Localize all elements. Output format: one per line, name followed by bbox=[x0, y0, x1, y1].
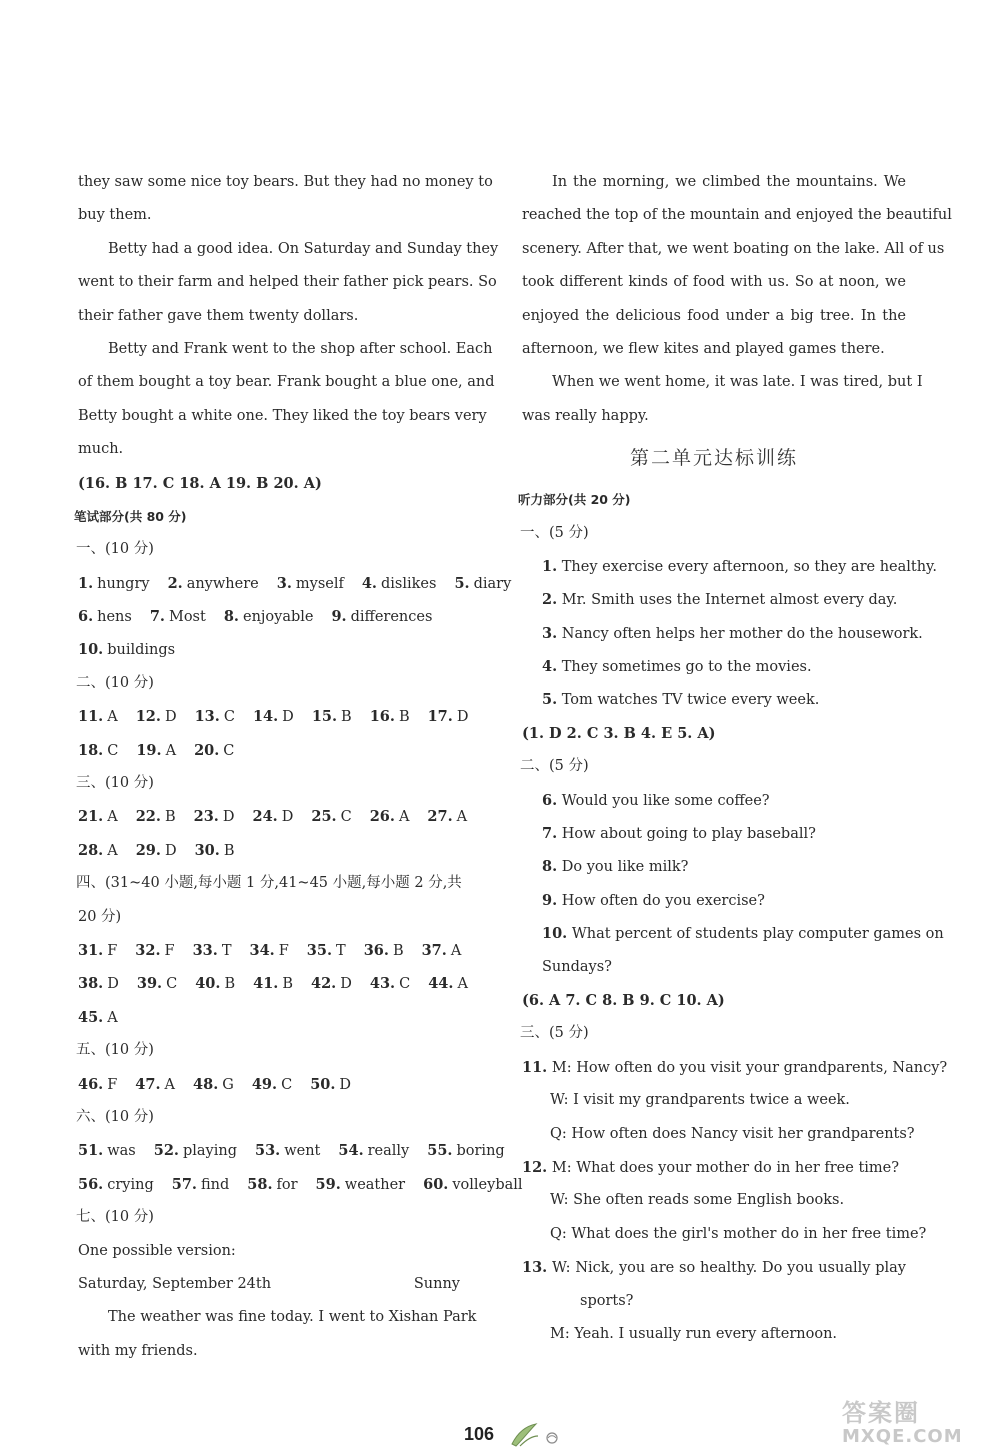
answer-item bbox=[362, 567, 437, 601]
answer-value: F bbox=[164, 942, 175, 959]
section-answers: (6. A 7. C 8. B 9. C 10. A) bbox=[522, 991, 725, 1009]
question-number: 9. bbox=[331, 608, 347, 626]
answer-item bbox=[78, 633, 175, 667]
essay-line: In the morning, we climbed the mountains. We bbox=[552, 174, 906, 190]
question-number: 49. bbox=[251, 1075, 278, 1093]
listening-item bbox=[522, 583, 906, 616]
answer-item bbox=[307, 934, 346, 968]
question-number: 55. bbox=[427, 1142, 453, 1160]
listening-answers: (16. B 17. C 18. A 19. B 20. A) bbox=[78, 474, 322, 492]
right-column bbox=[518, 166, 952, 1351]
answer-value: was bbox=[107, 1143, 136, 1160]
answer-item bbox=[250, 934, 289, 968]
answer-value: D bbox=[107, 976, 119, 993]
question-number: 44. bbox=[428, 975, 454, 993]
dialogue-line bbox=[522, 1118, 915, 1151]
question-number: 12. bbox=[522, 1158, 548, 1176]
question-number: 7. bbox=[149, 608, 165, 626]
answer-item bbox=[316, 1168, 406, 1202]
question-text: How about going to play baseball? bbox=[561, 826, 816, 843]
answer-value: A bbox=[456, 809, 468, 826]
answer-value: diary bbox=[473, 575, 512, 592]
answer-value: F bbox=[278, 942, 289, 959]
answer-value: B bbox=[341, 709, 352, 726]
question-text: Do you like milk? bbox=[561, 859, 689, 876]
answer-item bbox=[427, 1134, 504, 1168]
essay-line: took different kinds of food with us. So at noon, we bbox=[522, 274, 906, 291]
answer-value: C bbox=[281, 1076, 293, 1093]
page-number: 106 bbox=[464, 1424, 495, 1444]
answer-item bbox=[78, 734, 118, 768]
question-number: 29. bbox=[135, 841, 161, 859]
question-text: Would you like some coffee? bbox=[561, 792, 770, 809]
question-number: 17. bbox=[427, 708, 453, 726]
answer-value: B bbox=[392, 942, 404, 959]
question-number: 13. bbox=[194, 708, 220, 726]
question-number: 50. bbox=[310, 1075, 336, 1093]
section-label: 三、(10 分) bbox=[76, 775, 154, 792]
listening-section-header: 听力部分(共 20 分) bbox=[518, 492, 631, 508]
answer-value: myself bbox=[295, 575, 344, 592]
question-number: 52. bbox=[153, 1142, 179, 1160]
answer-item bbox=[78, 567, 150, 601]
answer-row bbox=[78, 1001, 460, 1034]
question-number: 39. bbox=[136, 975, 163, 993]
answer-item bbox=[370, 967, 410, 1001]
answer-value: C bbox=[223, 742, 235, 759]
speaker: W: bbox=[552, 1260, 571, 1277]
question-number: 42. bbox=[311, 975, 337, 993]
utterance: What does your mother do in her free time? bbox=[576, 1159, 900, 1176]
story-line: went to their farm and helped their father pick pears. So bbox=[78, 274, 497, 291]
story-line: Betty and Frank went to the shop after school. Each bbox=[108, 340, 493, 357]
question-number: 33. bbox=[192, 941, 218, 959]
story-line: Betty bought a white one. They liked the toy bears very bbox=[78, 407, 487, 424]
version-label: One possible version: bbox=[78, 1242, 236, 1259]
question-number: 1. bbox=[78, 574, 94, 592]
question-text: Mr. Smith uses the Internet almost every day. bbox=[561, 592, 898, 609]
answer-value: buildings bbox=[107, 642, 176, 659]
question-number: 21. bbox=[78, 808, 104, 826]
utterance: I visit my grandparents twice a week. bbox=[573, 1092, 850, 1109]
question-number: 31. bbox=[78, 941, 104, 959]
answer-value: Most bbox=[168, 609, 206, 626]
question-number: 36. bbox=[363, 941, 389, 959]
answer-row bbox=[78, 834, 460, 867]
question-number: 22. bbox=[135, 808, 161, 826]
question-text: They exercise every afternoon, so they are healthy. bbox=[561, 558, 937, 575]
answer-value: A bbox=[107, 842, 118, 859]
answer-value: boring bbox=[456, 1143, 505, 1160]
speaker: M: bbox=[551, 1159, 572, 1176]
answer-value: B bbox=[282, 976, 293, 993]
answer-value: F bbox=[107, 942, 118, 959]
section-label: 三、(5 分) bbox=[520, 1025, 589, 1042]
answer-item bbox=[78, 834, 118, 868]
question-number: 60. bbox=[423, 1175, 449, 1193]
question-number: 6. bbox=[542, 791, 558, 809]
speaker: M: bbox=[550, 1325, 570, 1342]
question-number: 23. bbox=[193, 808, 219, 826]
answer-item bbox=[136, 700, 177, 734]
answer-item bbox=[135, 934, 174, 968]
answer-value: D bbox=[281, 809, 294, 826]
speaker: W: bbox=[550, 1192, 569, 1209]
listening-item bbox=[522, 884, 906, 917]
question-number: 4. bbox=[542, 658, 558, 676]
answer-item bbox=[255, 1134, 320, 1168]
essay-weather: Sunny bbox=[413, 1275, 460, 1292]
utterance: How often does Nancy visit her grandparents? bbox=[571, 1125, 915, 1142]
story-line: their father gave them twenty dollars. bbox=[78, 307, 359, 324]
answer-value: F bbox=[107, 1076, 118, 1093]
story-line: buy them. bbox=[78, 207, 152, 224]
answer-item bbox=[193, 934, 232, 968]
answer-value: A bbox=[107, 1009, 118, 1026]
answer-value: weather bbox=[344, 1176, 406, 1193]
question-number: 32. bbox=[135, 941, 161, 959]
answer-item bbox=[195, 700, 235, 734]
listening-item bbox=[522, 850, 906, 883]
question-text: They sometimes go to the movies. bbox=[561, 659, 812, 676]
story-line: much. bbox=[78, 441, 124, 458]
utterance: How often do you visit your grandparents, Nancy? bbox=[576, 1059, 948, 1076]
answer-row bbox=[78, 1134, 505, 1167]
dialogue-line bbox=[522, 1051, 948, 1084]
answer-item bbox=[427, 800, 467, 834]
answer-value: A bbox=[398, 809, 410, 826]
answer-value: D bbox=[164, 709, 177, 726]
speaker: W: bbox=[550, 1092, 569, 1109]
question-number: 18. bbox=[78, 741, 104, 759]
question-number: 46. bbox=[78, 1075, 104, 1093]
dialogue-line bbox=[522, 1084, 906, 1117]
answer-item bbox=[78, 1001, 118, 1035]
section-label: 五、(10 分) bbox=[76, 1042, 154, 1059]
section-label: 一、(5 分) bbox=[520, 524, 589, 541]
essay-line: The weather was fine today. I went to Xishan Park bbox=[108, 1309, 477, 1326]
question-text: Tom watches TV twice every week. bbox=[561, 692, 820, 709]
question-number: 5. bbox=[454, 574, 470, 592]
answer-value: C bbox=[340, 809, 352, 826]
answer-item bbox=[194, 734, 234, 768]
answer-value: B bbox=[224, 976, 236, 993]
answer-value: hens bbox=[97, 609, 132, 626]
answer-row bbox=[78, 1168, 523, 1201]
dialogue-line bbox=[522, 1184, 906, 1217]
answer-item bbox=[252, 800, 293, 834]
answer-item bbox=[311, 967, 352, 1001]
question-number: 58. bbox=[247, 1175, 273, 1193]
question-number: 15. bbox=[311, 708, 338, 726]
written-section-header: 笔试部分(共 80 分) bbox=[74, 508, 187, 524]
answer-item bbox=[311, 800, 351, 834]
question-number: 41. bbox=[253, 975, 279, 993]
question-number: 25. bbox=[311, 808, 337, 826]
section-label-cont: 20 分) bbox=[78, 908, 122, 925]
answer-value: D bbox=[164, 842, 177, 859]
listening-item-cont: Sundays? bbox=[542, 958, 612, 975]
answer-item bbox=[136, 834, 177, 868]
section-label: 六、(10 分) bbox=[76, 1108, 154, 1125]
answer-value: G bbox=[222, 1076, 234, 1093]
answer-value: T bbox=[336, 942, 346, 959]
watermark-top: 答案圈 bbox=[842, 1399, 920, 1427]
answer-item bbox=[168, 567, 259, 601]
question-number: 1. bbox=[542, 557, 558, 575]
answer-item bbox=[78, 934, 117, 968]
question-number: 3. bbox=[542, 624, 558, 642]
utterance: What does the girl's mother do in her free time? bbox=[571, 1225, 927, 1242]
listening-item bbox=[522, 617, 923, 650]
answer-item bbox=[135, 1068, 175, 1102]
answer-item bbox=[331, 600, 432, 634]
essay-line: reached the top of the mountain and enjoyed the beautiful bbox=[522, 207, 952, 224]
speaker: Q: bbox=[550, 1225, 567, 1242]
answer-value: C bbox=[107, 742, 119, 759]
answer-value: D bbox=[456, 709, 469, 726]
answer-item bbox=[78, 967, 119, 1001]
answer-value: A bbox=[450, 942, 462, 959]
answer-item bbox=[136, 734, 176, 768]
answer-value: A bbox=[457, 976, 468, 993]
essay-line: was really happy. bbox=[522, 407, 649, 424]
answer-item bbox=[137, 967, 177, 1001]
question-number: 35. bbox=[306, 941, 333, 959]
answer-item bbox=[154, 1134, 237, 1168]
question-number: 24. bbox=[252, 808, 278, 826]
listening-item bbox=[522, 550, 937, 583]
section-label: 四、(31~40 小题,每小题 1 分,41~45 小题,每小题 2 分,共 bbox=[76, 875, 462, 892]
answer-value: went bbox=[284, 1143, 321, 1160]
answer-item bbox=[423, 1168, 522, 1202]
answer-item bbox=[428, 700, 469, 734]
answer-item bbox=[253, 967, 293, 1001]
answer-row bbox=[78, 800, 468, 833]
listening-item bbox=[522, 817, 906, 850]
question-number: 48. bbox=[193, 1075, 219, 1093]
question-number: 47. bbox=[135, 1075, 161, 1093]
question-number: 12. bbox=[135, 708, 161, 726]
answer-value: D bbox=[340, 976, 352, 993]
answer-item bbox=[338, 1134, 409, 1168]
answer-value: volleyball bbox=[452, 1176, 523, 1193]
listening-item bbox=[522, 683, 906, 716]
answer-item bbox=[194, 800, 235, 834]
answer-value: A bbox=[165, 742, 177, 759]
question-number: 2. bbox=[167, 574, 183, 592]
answer-item bbox=[224, 600, 314, 634]
question-number: 56. bbox=[78, 1175, 104, 1193]
question-number: 54. bbox=[338, 1142, 364, 1160]
answer-row bbox=[78, 700, 469, 733]
answer-item bbox=[78, 600, 132, 634]
question-number: 4. bbox=[361, 574, 377, 592]
section-label: 七、(10 分) bbox=[76, 1209, 154, 1226]
question-number: 37. bbox=[421, 941, 447, 959]
dialogue-line-cont: sports? bbox=[580, 1292, 634, 1309]
story-line: they saw some nice toy bears. But they had no money to bbox=[78, 174, 493, 190]
question-number: 10. bbox=[78, 641, 104, 659]
answer-row bbox=[78, 600, 460, 633]
answer-value: enjoyable bbox=[242, 609, 314, 626]
question-number: 10. bbox=[542, 925, 568, 943]
question-number: 57. bbox=[171, 1175, 197, 1193]
answer-value: dislikes bbox=[380, 575, 437, 592]
answer-item bbox=[428, 967, 468, 1001]
answer-value: C bbox=[399, 976, 411, 993]
question-number: 27. bbox=[427, 808, 453, 826]
question-number: 7. bbox=[542, 825, 558, 843]
watermark-bottom: MXQE.COM bbox=[842, 1426, 963, 1447]
answer-item bbox=[252, 1068, 292, 1102]
listening-item bbox=[522, 650, 906, 683]
question-number: 8. bbox=[542, 858, 558, 876]
dialogue-line bbox=[522, 1151, 906, 1184]
question-number: 51. bbox=[78, 1142, 104, 1160]
question-number: 19. bbox=[136, 741, 162, 759]
answer-row bbox=[78, 633, 460, 666]
question-number: 5. bbox=[542, 691, 558, 709]
answer-item bbox=[136, 800, 176, 834]
answer-item bbox=[454, 567, 511, 601]
listening-item bbox=[522, 784, 906, 817]
essay-date: Saturday, September 24th bbox=[78, 1275, 272, 1292]
utterance: Yeah. I usually run every afternoon. bbox=[574, 1325, 838, 1342]
listening-item bbox=[522, 917, 944, 950]
unit-title: 第二单元达标训练 bbox=[629, 447, 798, 470]
answer-value: differences bbox=[350, 609, 433, 626]
story-line: of them bought a toy bear. Frank bought a blue one, and bbox=[78, 374, 495, 391]
question-number: 53. bbox=[254, 1142, 281, 1160]
answer-value: D bbox=[339, 1076, 352, 1093]
left-column bbox=[74, 166, 523, 1368]
answer-value: hungry bbox=[97, 575, 150, 592]
utterance: Nick, you are so healthy. Do you usually play bbox=[575, 1260, 906, 1277]
answer-item bbox=[195, 834, 235, 868]
answer-value: anywhere bbox=[186, 575, 259, 592]
answer-value: A bbox=[107, 809, 118, 826]
answer-item bbox=[364, 934, 404, 968]
essay-line: scenery. After that, we went boating on the lake. All of us bbox=[522, 240, 945, 257]
section-label: 二、(10 分) bbox=[76, 674, 154, 691]
watermark bbox=[842, 1400, 994, 1450]
question-number: 6. bbox=[78, 608, 94, 626]
speaker: M: bbox=[551, 1059, 572, 1076]
answer-item bbox=[78, 1068, 117, 1102]
question-text: What percent of students play computer games on bbox=[571, 926, 944, 943]
essay-line: When we went home, it was late. I was tired, but I bbox=[552, 374, 923, 391]
question-number: 26. bbox=[369, 808, 395, 826]
essay-line: afternoon, we flew kites and played games there. bbox=[522, 340, 885, 357]
speaker: Q: bbox=[550, 1125, 567, 1142]
section-label: 一、(10 分) bbox=[76, 541, 154, 558]
question-number: 9. bbox=[542, 891, 558, 909]
answer-item bbox=[253, 700, 294, 734]
answer-row bbox=[78, 734, 460, 767]
answer-value: D bbox=[222, 809, 235, 826]
answer-value: A bbox=[107, 709, 118, 726]
question-number: 3. bbox=[276, 574, 292, 592]
answer-item bbox=[193, 1068, 234, 1102]
answer-row bbox=[78, 967, 468, 1000]
answer-row bbox=[78, 567, 512, 600]
dialogue-line bbox=[522, 1218, 927, 1251]
question-number: 34. bbox=[249, 941, 275, 959]
section-label: 二、(5 分) bbox=[520, 758, 589, 775]
essay-line: with my friends. bbox=[78, 1342, 198, 1359]
answer-value: B bbox=[164, 809, 176, 826]
answer-item bbox=[310, 1068, 351, 1102]
leaf-ornament-icon bbox=[508, 1418, 564, 1448]
answer-value: playing bbox=[182, 1143, 237, 1160]
answer-value: A bbox=[164, 1076, 176, 1093]
answer-item bbox=[78, 700, 118, 734]
question-number: 28. bbox=[78, 841, 104, 859]
answer-value: C bbox=[223, 709, 235, 726]
answer-item bbox=[78, 1134, 136, 1168]
question-number: 11. bbox=[78, 708, 104, 726]
answer-item bbox=[370, 700, 410, 734]
answer-item bbox=[195, 967, 235, 1001]
question-number: 2. bbox=[542, 591, 558, 609]
answer-value: crying bbox=[107, 1176, 154, 1193]
answer-item bbox=[150, 600, 206, 634]
answer-value: B bbox=[223, 842, 235, 859]
question-number: 16. bbox=[369, 708, 395, 726]
answer-value: D bbox=[282, 709, 294, 726]
question-number: 20. bbox=[194, 741, 220, 759]
answer-value: B bbox=[398, 709, 410, 726]
answer-value: T bbox=[221, 942, 232, 959]
question-number: 40. bbox=[195, 975, 221, 993]
question-number: 11. bbox=[522, 1058, 548, 1076]
answer-value: find bbox=[200, 1176, 230, 1193]
section-answers: (1. D 2. C 3. B 4. E 5. A) bbox=[522, 724, 716, 742]
answer-item bbox=[247, 1168, 297, 1202]
answer-item bbox=[172, 1168, 230, 1202]
answer-value: for bbox=[276, 1176, 298, 1193]
question-number: 8. bbox=[223, 608, 239, 626]
answer-item bbox=[78, 1168, 154, 1202]
question-number: 45. bbox=[78, 1008, 104, 1026]
question-number: 14. bbox=[252, 708, 279, 726]
question-text: How often do you exercise? bbox=[561, 892, 765, 909]
question-number: 59. bbox=[315, 1175, 341, 1193]
question-number: 13. bbox=[522, 1259, 548, 1277]
question-text: Nancy often helps her mother do the housework. bbox=[561, 625, 923, 642]
question-number: 38. bbox=[78, 975, 104, 993]
answer-row bbox=[78, 1068, 460, 1101]
answer-item bbox=[312, 700, 352, 734]
question-number: 30. bbox=[194, 841, 220, 859]
dialogue-line bbox=[522, 1318, 906, 1351]
question-number: 43. bbox=[369, 975, 396, 993]
utterance: She often reads some English books. bbox=[573, 1192, 845, 1209]
essay-date-line bbox=[78, 1268, 460, 1301]
answer-item bbox=[277, 567, 344, 601]
answer-row bbox=[78, 934, 460, 967]
answer-item bbox=[370, 800, 410, 834]
answer-value: really bbox=[367, 1143, 410, 1160]
answer-item bbox=[78, 800, 118, 834]
answer-value: C bbox=[166, 976, 178, 993]
dialogue-line bbox=[522, 1251, 906, 1284]
essay-line: enjoyed the delicious food under a big tree. In the bbox=[522, 307, 906, 324]
story-line: Betty had a good idea. On Saturday and Sunday they bbox=[108, 240, 499, 257]
answer-item bbox=[422, 934, 462, 968]
